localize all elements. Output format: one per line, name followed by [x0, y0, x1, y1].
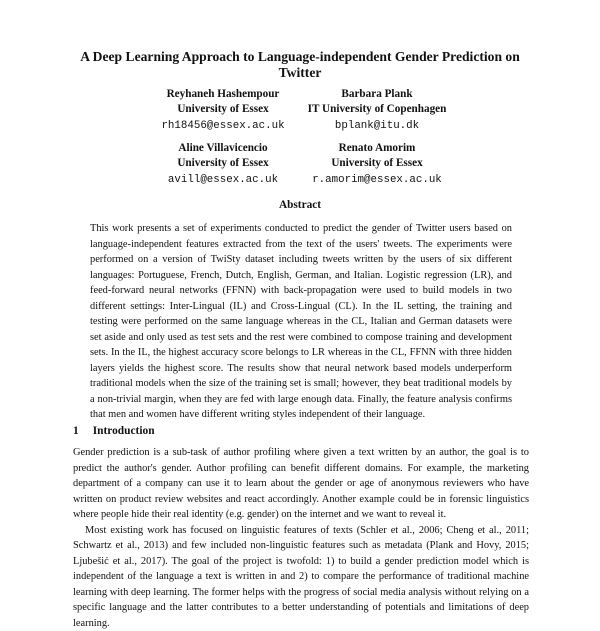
author-name: Barbara Plank: [282, 87, 472, 102]
author-name: Renato Amorim: [282, 141, 472, 156]
body-paragraph: Most existing work has focused on linguistic features of texts (Schler et al., 2006; Cheng et al., 2011; Schwartz et al., 2013) and few included non-linguistic features such as metadata (Plank and Hovy, 2015; Ljubešić et al., 2017). The goal of the project is twofold: 1) to build a gender prediction model which is independent of the language a text is written in and 2) to compare the performance of traditional machine learning with deep learning. The former helps with the progress of social media analysis without relying on a specific language and the latter contributes to a better understanding of potentials and limitations of deep learning.: [73, 523, 529, 631]
author-affiliation: University of Essex: [282, 156, 472, 171]
author-email: r.amorim@essex.ac.uk: [282, 173, 472, 188]
author-name: Reyhaneh Hashempour: [128, 87, 318, 102]
author-name: Aline Villavicencio: [128, 141, 318, 156]
abstract-heading: Abstract: [0, 199, 600, 211]
section-heading: [73, 425, 155, 437]
author-email: avill@essex.ac.uk: [128, 173, 318, 188]
paper-title: A Deep Learning Approach to Language-independent Gender Prediction on Twitter: [60, 49, 540, 81]
section-body: [73, 445, 529, 631]
author-email: bplank@itu.dk: [282, 119, 472, 134]
author-email: rh18456@essex.ac.uk: [128, 119, 318, 134]
author-block-4: [282, 141, 472, 188]
author-affiliation: University of Essex: [128, 156, 318, 171]
author-block-2: [282, 87, 472, 134]
section-number: 1: [73, 425, 79, 437]
section-title: Introduction: [93, 425, 155, 437]
body-paragraph: Gender prediction is a sub-task of author profiling where given a text written by an author, the goal is to predict the author's gender. Author profiling can benefit different domains. For example, the marketing department of a company can use it to learn about the gender or age of anonymous reviewers who have written on product review websites and react accordingly. Another example could be in forensic linguistics where people hide their real identity (e.g. gender) on the internet and we want to reveal it.: [73, 445, 529, 523]
author-affiliation: University of Essex: [128, 102, 318, 117]
author-affiliation: IT University of Copenhagen: [282, 102, 472, 117]
abstract-text: This work presents a set of experiments conducted to predict the gender of Twitter users based on language-independent features extracted from the text of the users' tweets. The experiments were performed on a version of TwiSty dataset including tweets written by the users of six different languages: Portuguese, French, Dutch, English, German, and Italian. Logistic regression (LR), and feed-forward neural networks (FFNN) with back-propagation were used to build models in two different settings: Inter-Lingual (IL) and Cross-Lingual (CL). In the IL setting, the training and testing were performed on the same language whereas in the CL, Italian and German datasets were set aside and only used as test sets and the rest were combined to compose training and development sets. In the IL, the highest accuracy score belongs to LR whereas in the CL, FFNN with three hidden layers yields the highest score. The results show that neural network based models underperform traditional models when the size of the training set is small; however, they beat traditional models by a non-trivial margin, when they are fed with large enough data. Finally, the feature analysis confirms that men and women have different writing styles independent of their language.: [90, 221, 512, 423]
